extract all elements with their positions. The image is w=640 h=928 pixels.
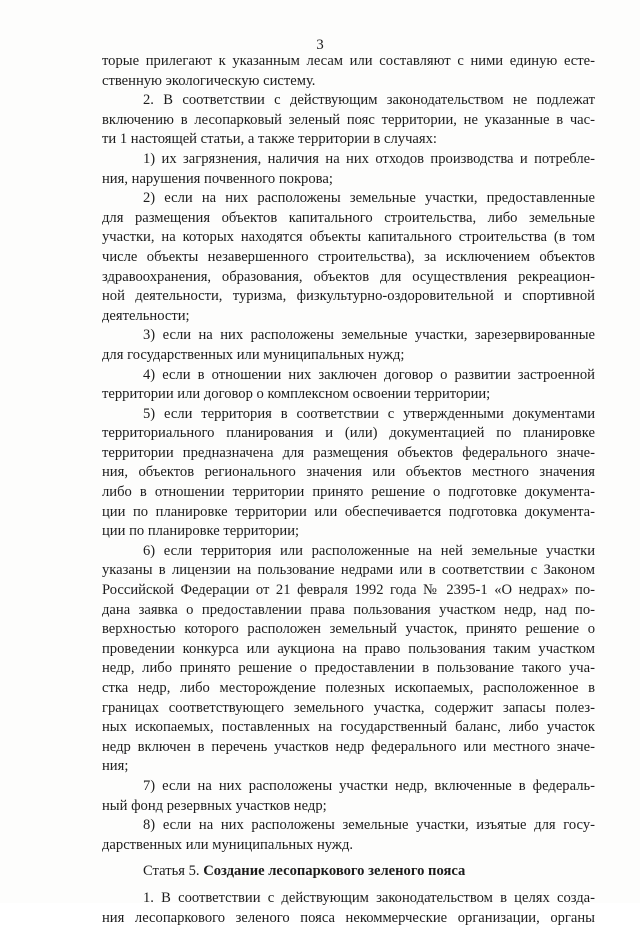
text-line: ции по планировке территории или обеспечивается подготовка документа-	[102, 503, 595, 520]
article-5-heading	[102, 862, 595, 882]
text-line: для размещения объектов капитального строительства, либо земельные	[102, 209, 595, 226]
text-line: недр, либо принято решение о предоставлении в пользование такого уча-	[102, 660, 595, 677]
text-line: дана заявка о предоставлении права пользования участком недр, над по-	[102, 601, 595, 618]
text-line: 7) если на них расположены участки недр, включенные в федераль-	[143, 777, 595, 794]
text-line: ственную экологическую систему.	[102, 72, 316, 89]
article-number: Статья 5.	[143, 863, 204, 880]
text-line: проведении конкурса или аукциона на право пользования таким участком	[102, 640, 595, 657]
text-line: 8) если на них расположены земельные участки, изъятые для госу-	[143, 817, 595, 834]
text-line: границах соответствующего земельного участка, содержит запасы полез-	[102, 699, 595, 716]
text-line: 6) если территория или расположенные на ней земельные участки	[143, 542, 595, 559]
text-line: ния, объектов регионального значения или объектов местного значения	[102, 464, 595, 481]
article-5-part-1-text	[102, 889, 595, 928]
text-line: здравоохранения, образования, объектов для осуществления рекреацион-	[102, 268, 595, 285]
text-line: ния, нарушения почвенного покрова;	[102, 170, 333, 187]
text-line: 1) их загрязнения, наличия на них отходов производства и потребле-	[143, 150, 595, 167]
text-line: 5) если территория в соответствии с утвержденными документами	[143, 405, 595, 422]
text-line: территории или договор о комплексном освоении территории;	[102, 386, 491, 403]
text-line: территориального планирования и (или) документацией по планировке	[102, 425, 595, 442]
text-line: указаны в лицензии на пользование недрами или в соответствии с Законом	[102, 562, 595, 579]
text-line: либо в отношении территории принято решение о подготовке документа-	[102, 484, 595, 501]
text-line: ции по планировке территории;	[102, 523, 300, 540]
text-line: ния лесопаркового зеленого пояса некоммерческие организации, органы	[102, 909, 595, 926]
text-line: торые прилегают к указанным лесам или составляют с ними единую есте-	[102, 53, 595, 69]
text-line: верхностью которого расположен земельный участок, принято решение о	[102, 621, 595, 638]
text-line: дарственных или муниципальных нужд.	[102, 836, 354, 853]
article-title: Создание лесопаркового зеленого пояса	[203, 863, 466, 880]
text-line: деятельности;	[102, 307, 190, 324]
text-line: ти 1 настоящей статьи, а также территории в случаях:	[102, 131, 437, 148]
document-body	[102, 52, 595, 928]
text-line: включению в лесопарковый зеленый пояс территории, не указанные в час-	[102, 111, 595, 128]
text-line: недр включен в перечень участков недр федерального или местного значе-	[102, 738, 595, 755]
page-number: 3	[316, 37, 324, 53]
text-line: ния;	[102, 758, 129, 775]
text-line: 2) если на них расположены земельные участки, предоставленные	[143, 190, 595, 207]
text-line: 1. В соответствии с действующим законодательством в целях созда-	[143, 889, 595, 906]
text-line: Российской Федерации от 21 февраля 1992 года № 2395-1 «О недрах» по-	[102, 582, 595, 599]
text-line: стка недр, либо месторождение полезных ископаемых, расположенное в	[102, 680, 595, 696]
text-line: участки, на которых находятся объекты капитального строительства (в том	[102, 229, 595, 246]
text-line: ных ископаемых, поставленных на государственный баланс, либо участок	[102, 719, 595, 736]
text-line: 3) если на них расположены земельные участки, зарезервированные	[143, 327, 595, 344]
text-line: 2. В соответствии с действующим законодательством не подлежат	[143, 92, 595, 109]
text-line: ный фонд резервных участков недр;	[102, 797, 327, 814]
text-line: для государственных или муниципальных нужд;	[102, 346, 405, 363]
text-line: территории предназначена для размещения объектов федерального значе-	[102, 444, 595, 461]
text-line: ной деятельности, туризма, физкультурно-оздоровительной и спортивной	[102, 288, 595, 305]
text-line: 4) если в отношении них заключен договор о развитии застроенной	[143, 366, 595, 383]
text-line: числе объекты незавершенного строительства), за исключением объектов	[102, 248, 595, 265]
article-4-part-2-text	[102, 52, 595, 855]
